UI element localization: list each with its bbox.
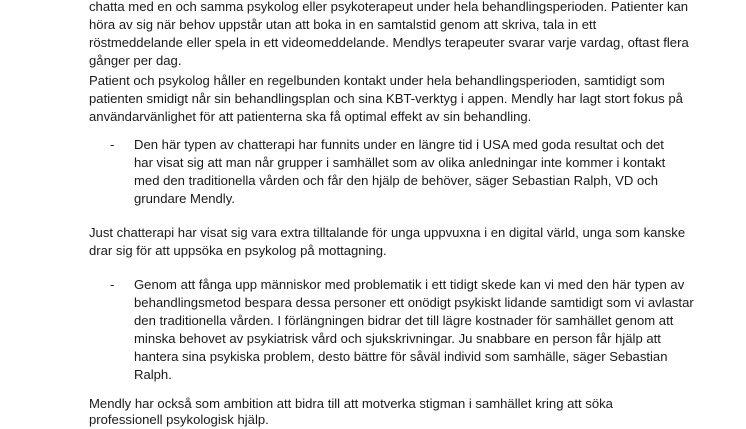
paragraph-3-line-2: drar sig för att uppsöka en psykolog på mottagning. bbox=[89, 243, 387, 258]
paragraph-1-line-4: gånger per dag. bbox=[89, 53, 182, 68]
paragraph-1-line-1: chatta med en och samma psykolog eller psykoterapeut under hela behandlingsperioden. Patienter kan bbox=[89, 0, 689, 14]
paragraph-4-line-1: Mendly har också som ambition att bidra till att motverka stigman i samhället kring att söka bbox=[89, 396, 613, 411]
quote-1-line-2: har visat sig att man når grupper i samhället som av olika anledningar inte kommer i kontakt bbox=[134, 155, 666, 170]
paragraph-3-line-1: Just chatterapi har visat sig vara extra tilltalande för unga uppvuxna i en digital värld, unga som kanske bbox=[89, 225, 686, 240]
quote-2-line-4: minska behovet av psykiatrisk vård och sjukskrivningar. Ju snabbare en person får hjälp att bbox=[134, 331, 661, 346]
quote-1-line-1: Den här typen av chatterapi har funnits under en längre tid i USA med goda resultat och det bbox=[134, 137, 664, 152]
paragraph-1-line-3: röstmeddelande eller spela in ett videomeddelande. Mendlys terapeuter svarar varje vardag, oftast flera bbox=[89, 35, 689, 50]
quote-1-line-3: med den traditionella vården och får den hjälp de behöver, säger Sebastian Ralph, VD och bbox=[134, 173, 659, 188]
quote-2-line-1: Genom att fånga upp människor med problematik i ett tidigt skede kan vi med den här typen av bbox=[134, 277, 685, 292]
quote-2-line-2: behandlingsmetod bespara dessa personer ett onödigt psykiskt lidande samtidigt som vi avlastar bbox=[134, 295, 694, 310]
quote-1-dash: - bbox=[110, 137, 115, 152]
paragraph-2-line-3: användarvänlighet för att patienterna ska få optimal effekt av sin behandling. bbox=[89, 109, 532, 124]
paragraph-2-line-2: patienten smidigt når sin behandlingsplan och sina KBT-verktyg i appen. Mendly har lagt stort fokus på bbox=[89, 91, 683, 106]
paragraph-4-line-2: professionell psykologisk hjälp. bbox=[89, 412, 269, 427]
quote-2-dash: - bbox=[110, 277, 115, 292]
quote-2-line-5: hantera sina psykiska problem, desto bättre för såväl individ som samhälle, säger Sebastian bbox=[134, 349, 668, 364]
quote-2-line-3: den traditionella vården. I förlängningen bidrar det till lägre kostnader för samhället genom att bbox=[134, 313, 674, 328]
quote-2-line-6: Ralph. bbox=[134, 367, 172, 382]
paragraph-1-line-2: höra av sig när behov uppstår utan att boka in en samtalstid genom att skriva, tala in ett bbox=[89, 17, 597, 32]
quote-1-line-4: grundare Mendly. bbox=[134, 191, 235, 206]
paragraph-2-line-1: Patient och psykolog håller en regelbunden kontakt under hela behandlingsperioden, samtidigt som bbox=[89, 73, 665, 88]
